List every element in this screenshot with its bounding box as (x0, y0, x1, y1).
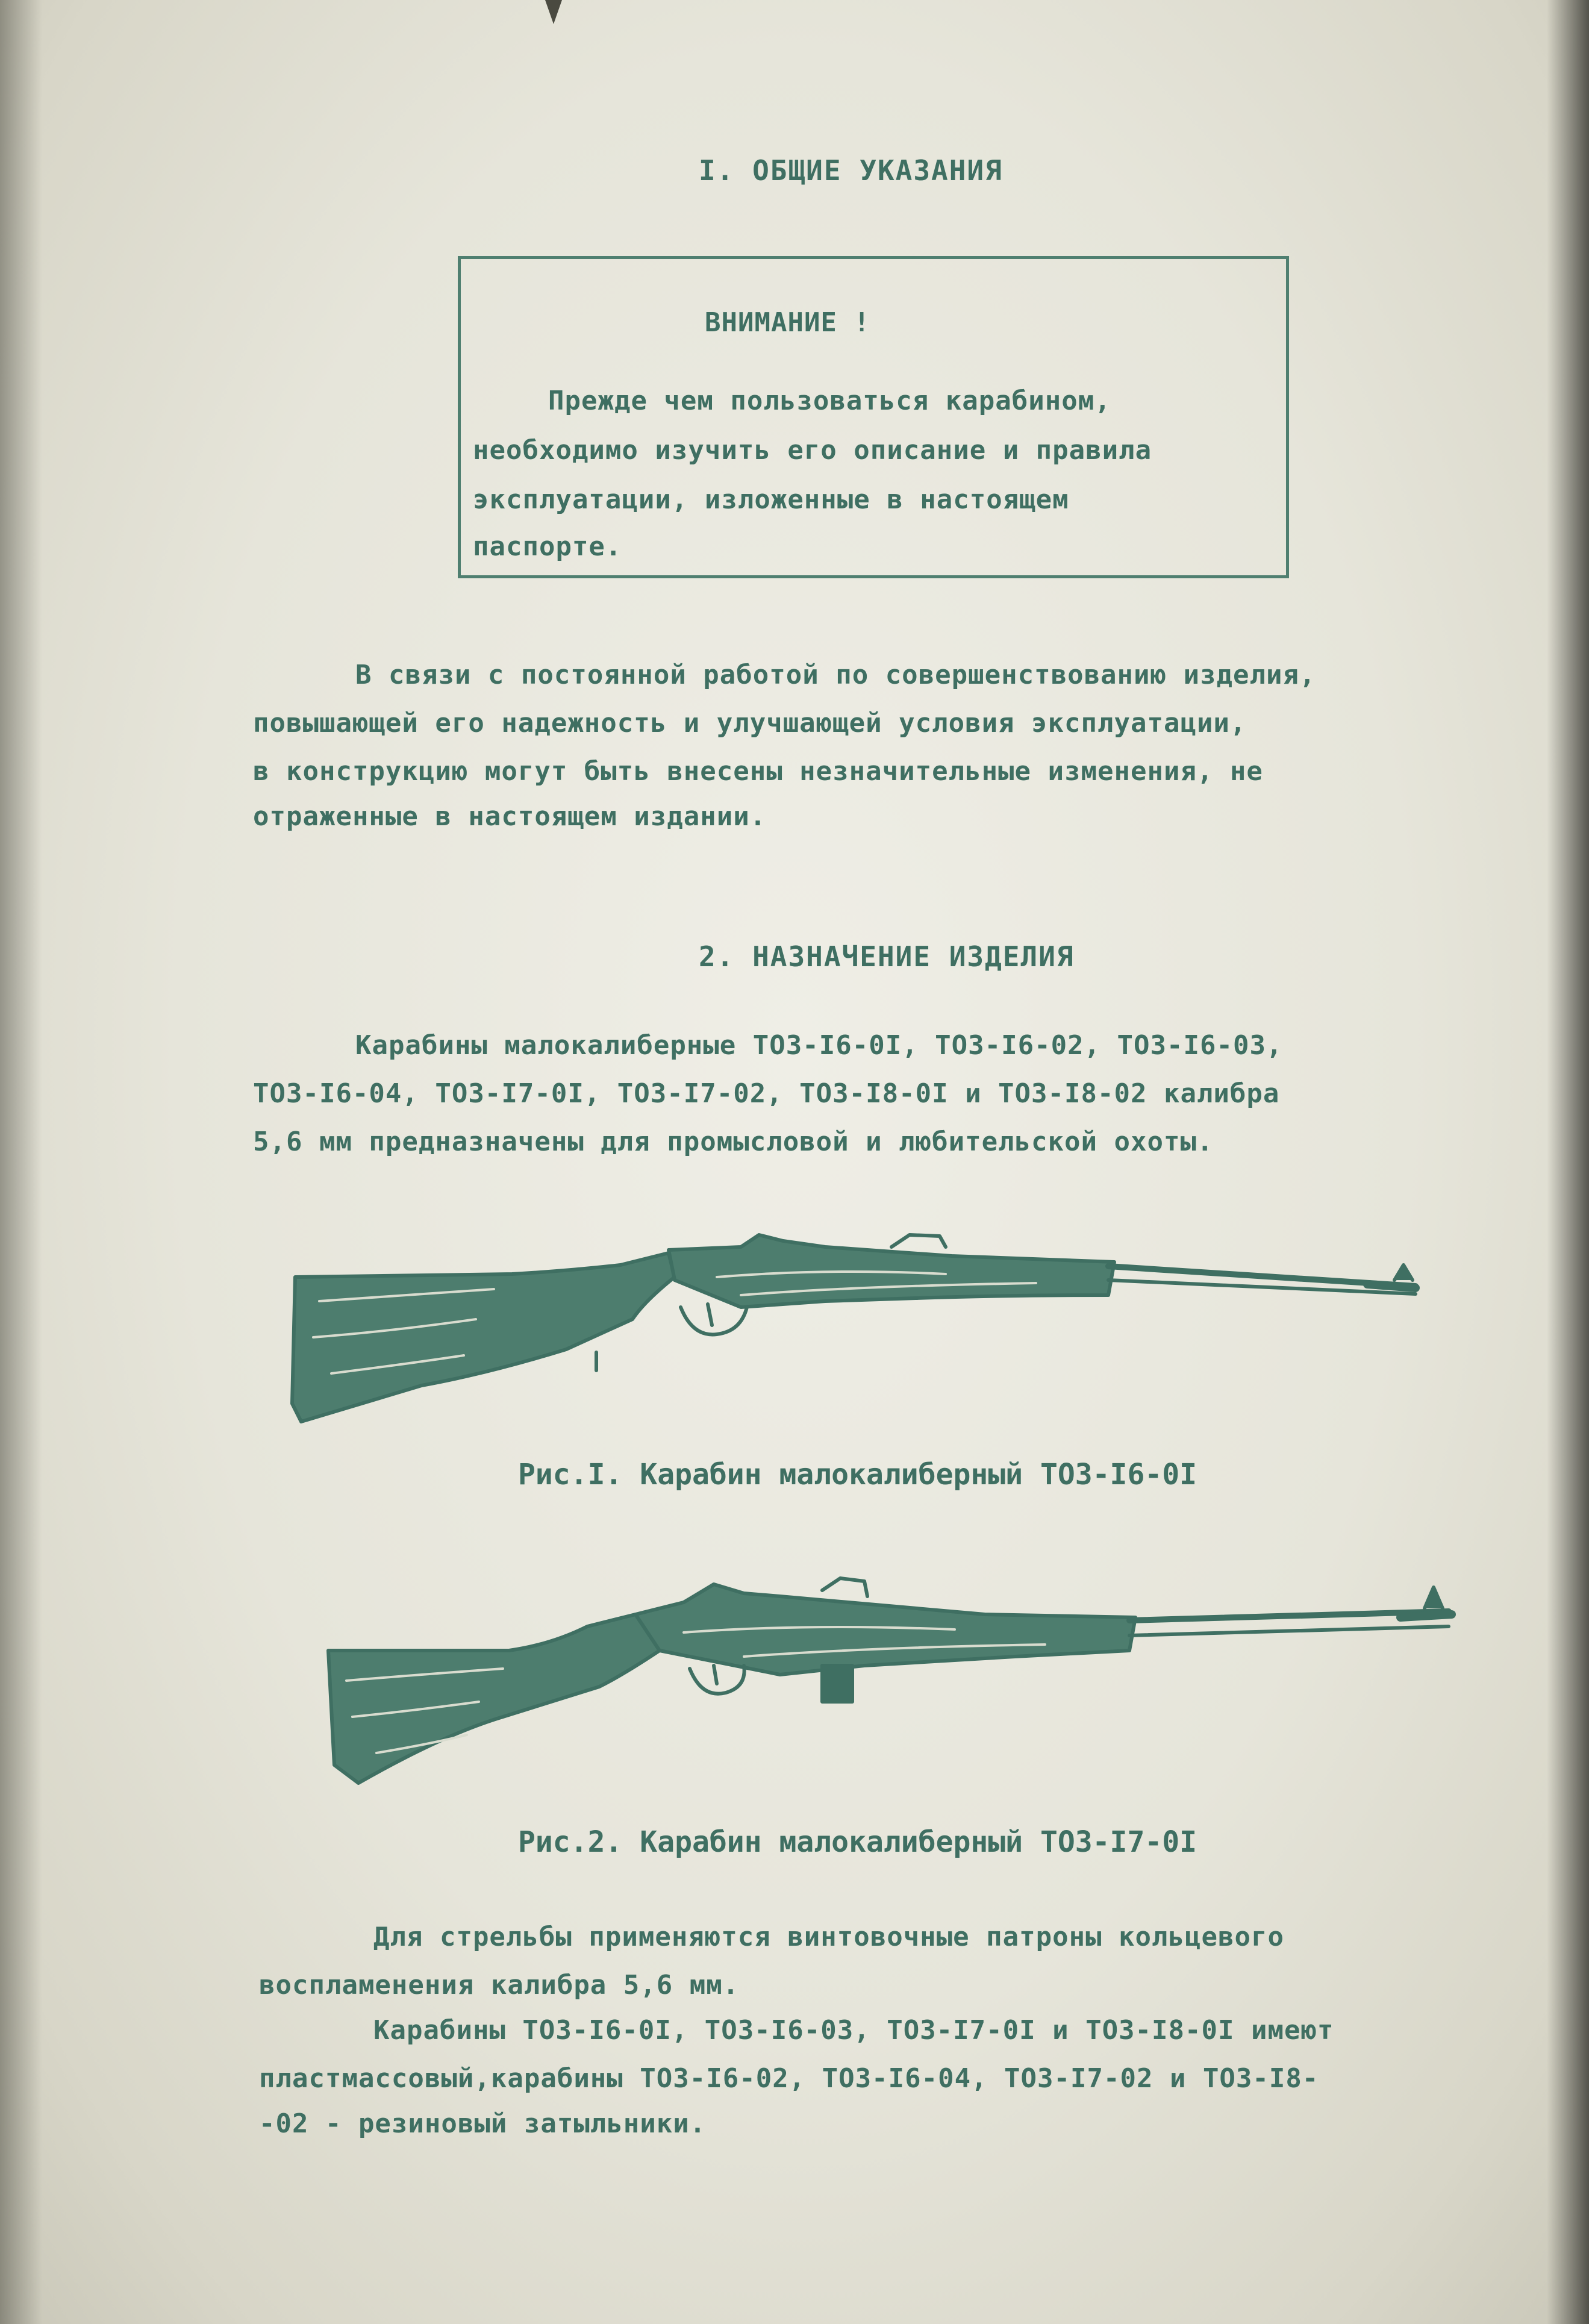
figure-2-rifle-illustration (322, 1560, 1458, 1801)
section-2-paragraph2-line-1: Для стрельбы применяются винтовочные патроны кольцевого (373, 1922, 1284, 1952)
section-1-paragraph-line-1: В связи с постоянной работой по совершенствованию изделия, (355, 660, 1316, 690)
section-1-paragraph-line-4: отраженные в настоящем издании. (253, 801, 767, 832)
section-2-paragraph-line-3: 5,6 мм предназначены для промысловой и любительской охоты. (253, 1126, 1214, 1157)
figure-1-rifle-illustration (283, 1223, 1434, 1434)
section-1-paragraph-line-2: повышающей его надежность и улучшающей условия эксплуатации, (253, 708, 1247, 739)
section-2-paragraph3-line-2: пластмассовый,карабины ТОЗ-I6-02, ТОЗ-I6-04, ТОЗ-I7-02 и ТОЗ-I8- (259, 2063, 1319, 2094)
notice-line-4: паспорте. (473, 531, 622, 562)
notice-line-3: эксплуатации, изложенные в настоящем (473, 484, 1069, 515)
section-2-paragraph3-line-1: Карабины ТОЗ-I6-0I, ТОЗ-I6-03, ТОЗ-I7-0I и ТОЗ-I8-0I имеют (373, 2015, 1334, 2046)
section-1-paragraph-line-3: в конструкцию могут быть внесены незначительные изменения, не (253, 756, 1263, 787)
fold-mark (545, 0, 562, 24)
section-2-paragraph2-line-2: воспламенения калибра 5,6 мм. (259, 1970, 740, 2001)
figure-1-caption: Рис.I. Карабин малокалиберный ТОЗ-I6-0I (518, 1458, 1197, 1492)
notice-line-1: Прежде чем пользоваться карабином, (548, 386, 1111, 416)
section-2-paragraph-line-1: Карабины малокалиберные ТОЗ-I6-0I, ТОЗ-I6-02, ТОЗ-I6-03, (355, 1030, 1283, 1061)
notice-line-2: необходимо изучить его описание и правила (473, 435, 1152, 466)
notice-title: ВНИМАНИЕ ! (705, 307, 870, 338)
left-edge-shadow (0, 0, 42, 2324)
section-2-heading: 2. НАЗНАЧЕНИЕ ИЗДЕЛИЯ (699, 940, 1075, 973)
notice-box (458, 256, 1289, 578)
right-edge-shadow (1547, 0, 1589, 2324)
section-2-paragraph-line-2: ТОЗ-I6-04, ТОЗ-I7-0I, ТОЗ-I7-02, ТОЗ-I8-0I и ТОЗ-I8-02 калибра (253, 1078, 1280, 1109)
section-1-heading: I. ОБЩИЕ УКАЗАНИЯ (699, 154, 1003, 187)
section-2-paragraph3-line-3: -02 - резиновый затыльники. (259, 2108, 707, 2139)
figure-2-caption: Рис.2. Карабин малокалиберный ТОЗ-I7-0I (518, 1825, 1197, 1859)
